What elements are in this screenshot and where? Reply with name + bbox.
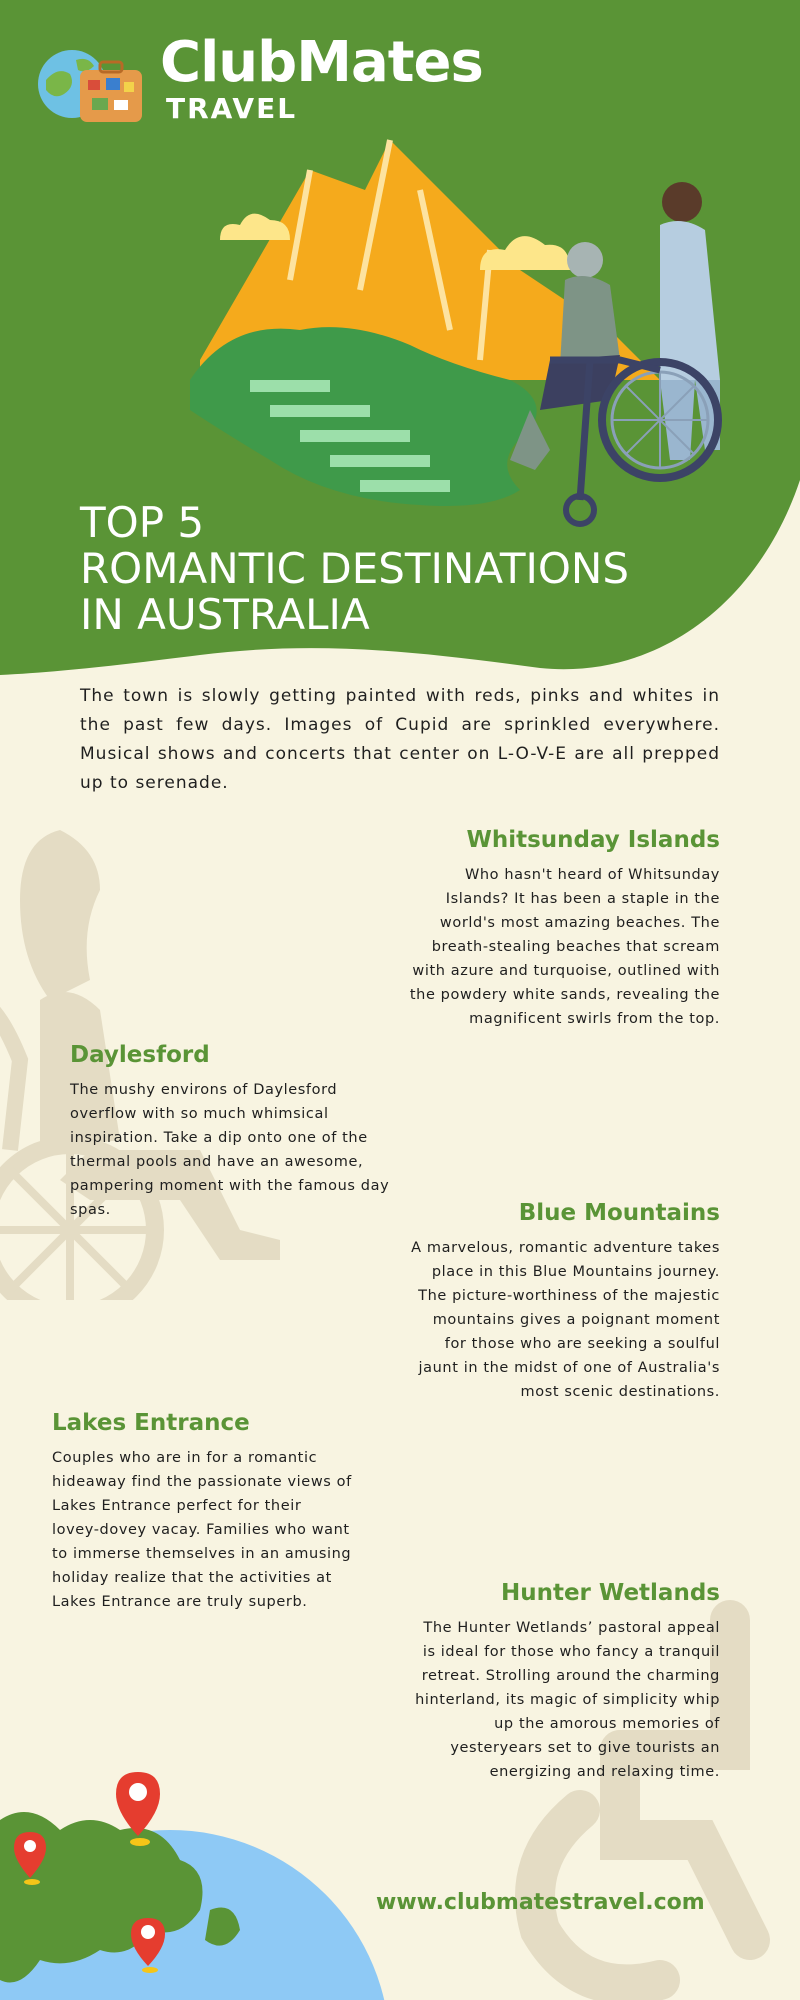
destination-lakes-entrance	[52, 1410, 352, 1614]
destination-heading: Hunter Wetlands	[500, 1580, 720, 1606]
cloud-shape	[480, 236, 570, 270]
intro-paragraph: The town is slowly getting painted with reds, pinks and whites in the past few days. Images of Cupid are sprinkled everywhere. Musical shows and concerts that center on L-O-V-E are all prepped up to serenade.	[80, 686, 720, 793]
title-line: TOP 5	[80, 498, 205, 547]
destination-description: Couples who are in for a romantic hideaway find the passionate views of Lakes Entrance perfect for their lovey-dovey vacay. Families who want to immerse themselves in an amusing holiday realize that the activities at Lakes Entrance are truly superb.	[52, 1450, 352, 1610]
destination-description: The mushy environs of Daylesford overflow with so much whimsical inspiration. Take a dip onto one of the thermal pools and have an awesome, pampering moment with the famous day spas.	[70, 1082, 390, 1218]
globe-illustration	[0, 1760, 400, 2000]
brand-subtitle: TRAVEL	[166, 92, 298, 125]
title-line: IN AUSTRALIA	[80, 590, 370, 639]
destination-hunter-wetlands	[410, 1580, 720, 1784]
brand-name: ClubMates	[160, 30, 483, 95]
title-line: ROMANTIC DESTINATIONS	[80, 544, 629, 593]
website-link[interactable]: www.clubmatestravel.com	[376, 1890, 705, 1915]
page-title	[80, 500, 760, 638]
destination-heading: Daylesford	[70, 1042, 210, 1068]
destination-blue-mountains	[410, 1200, 720, 1404]
destination-heading: Lakes Entrance	[52, 1410, 250, 1436]
destination-whitsunday-islands	[400, 827, 720, 1031]
destination-description: The Hunter Wetlands’ pastoral appeal is ideal for those who fancy a tranquil retreat. Strolling around the charming hinterland, its magic of simplicity whip up the amorous memories of yesteryears set to give tourists an energizing and relaxing time.	[415, 1620, 720, 1780]
cloud-shape	[220, 214, 290, 240]
destination-description: A marvelous, romantic adventure takes place in this Blue Mountains journey. The picture-worthiness of the majestic mountains gives a poignant moment for those who are seeking a soulful jaunt in the midst of one of Australia's most scenic destinations.	[411, 1240, 720, 1400]
destination-heading: Whitsunday Islands	[466, 827, 720, 853]
destination-description: Who hasn't heard of Whitsunday Islands? It has been a staple in the world's most amazing beaches. The breath-stealing beaches that scream with azure and turquoise, outlined with the powdery white sands, revealing the magnificent swirls from the top.	[409, 867, 720, 1027]
suitcase-globe-icon	[36, 40, 146, 126]
hero-illustration	[190, 130, 740, 540]
destination-heading: Blue Mountains	[518, 1200, 720, 1226]
destination-daylesford	[70, 1042, 390, 1222]
